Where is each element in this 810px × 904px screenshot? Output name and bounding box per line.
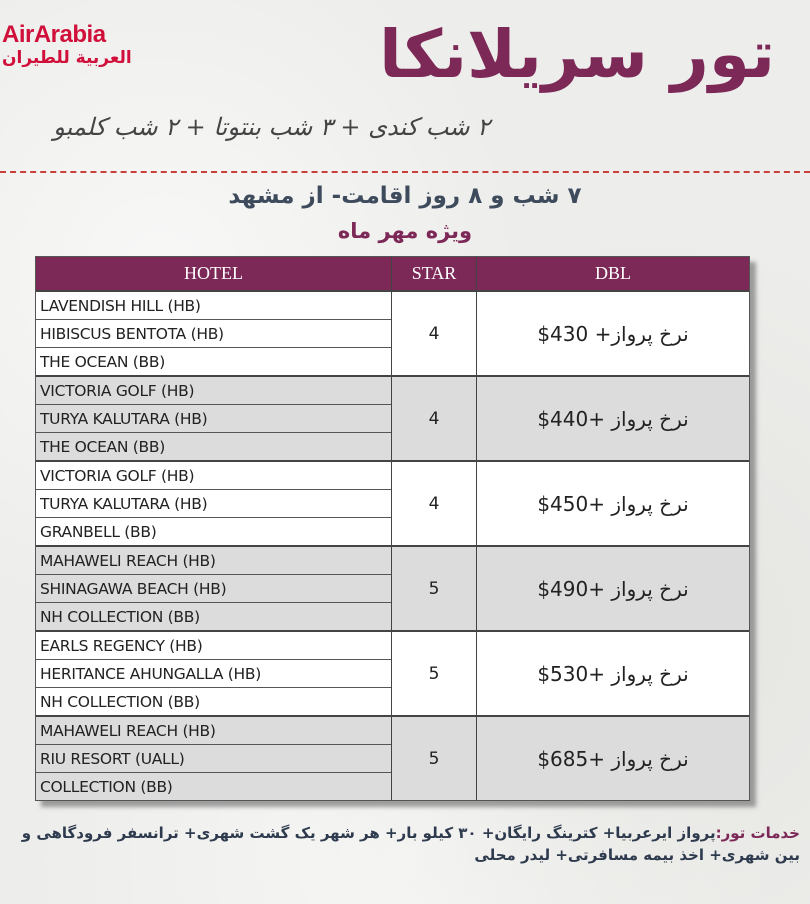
services-text: پرواز ایرعربیا+ کترینگ رایگان+ ۳۰ کیلو بار+ هر شهر یک گشت شهری+ ترانسفر فرودگاهی و بین شهری+ اخذ بیمه مسافرتی+ لیدر محلی [21, 824, 800, 864]
star-rating: 5 [392, 632, 477, 715]
logo-text-en: AirArabia [2, 21, 106, 48]
hotel-name: SHINAGAWA BEACH (HB) [36, 574, 391, 602]
star-rating: 4 [392, 377, 477, 460]
itinerary-subtitle: ۲ شب کندی + ۳ شب بنتوتا + ۲ شب کلمبو [53, 113, 490, 141]
hotel-cell [36, 632, 392, 715]
hotel-name: EARLS REGENCY (HB) [40, 636, 203, 655]
hotel-cell [36, 377, 392, 460]
hotel-name: MAHAWELI REACH (HB) [40, 721, 216, 740]
table-row-group [36, 630, 749, 715]
stay-duration: ۷ شب و ۸ روز اقامت- از مشهد [228, 183, 582, 209]
header-hotel: HOTEL [36, 257, 392, 290]
tour-services [5, 822, 800, 866]
hotel-name: VICTORIA GOLF (HB) [40, 381, 195, 400]
table-row-group [36, 460, 749, 545]
star-rating: 4 [392, 292, 477, 375]
table-row-group [36, 375, 749, 460]
hotel-name: TURYA KALUTARA (HB) [36, 404, 391, 432]
hotel-name: GRANBELL (BB) [36, 517, 391, 545]
dashed-divider [0, 171, 810, 173]
table-body [36, 290, 749, 800]
star-rating: 5 [392, 717, 477, 800]
page-title: تور سریلانکا [379, 16, 775, 93]
hotel-cell [36, 717, 392, 800]
special-offer: ویژه مهر ماه [337, 219, 473, 243]
hotel-name: HIBISCUS BENTOTA (HB) [36, 319, 391, 347]
logo-text-ar: العربية للطيران [2, 48, 132, 68]
dbl-price: نرخ پرواز +490$ [537, 576, 689, 601]
hotel-cell [36, 462, 392, 545]
header-dbl: DBL [595, 263, 631, 283]
hotel-name: THE OCEAN (BB) [36, 347, 391, 375]
hotel-cell [36, 547, 392, 630]
dbl-price: نرخ پرواز +685$ [537, 746, 689, 771]
hotel-name: TURYA KALUTARA (HB) [36, 489, 391, 517]
airarabia-logo [2, 22, 137, 68]
hotel-name: VICTORIA GOLF (HB) [40, 466, 195, 485]
hotel-name: NH COLLECTION (BB) [36, 602, 391, 630]
table-header [36, 257, 749, 290]
hotel-name: NH COLLECTION (BB) [36, 687, 391, 715]
table-row-group [36, 715, 749, 800]
dbl-price: نرخ پرواز +530$ [537, 661, 689, 686]
hotel-cell [36, 292, 392, 375]
star-rating: 5 [392, 547, 477, 630]
hotel-name: COLLECTION (BB) [36, 772, 391, 800]
dbl-price: نرخ پرواز +440$ [537, 406, 689, 431]
hotel-name: THE OCEAN (BB) [36, 432, 391, 460]
table-row-group [36, 290, 749, 375]
table-row-group [36, 545, 749, 630]
dbl-price: نرخ پرواز +450$ [537, 491, 689, 516]
hotel-name: MAHAWELI REACH (HB) [40, 551, 216, 570]
hotel-name: LAVENDISH HILL (HB) [40, 296, 201, 315]
price-table [35, 256, 750, 801]
dbl-price: نرخ پرواز+ 430$ [537, 321, 689, 346]
header-star: STAR [392, 257, 477, 290]
services-label: خدمات تور: [715, 824, 800, 842]
star-rating: 4 [392, 462, 477, 545]
hotel-name: RIU RESORT (UALL) [36, 744, 391, 772]
hotel-name: HERITANCE AHUNGALLA (HB) [36, 659, 391, 687]
